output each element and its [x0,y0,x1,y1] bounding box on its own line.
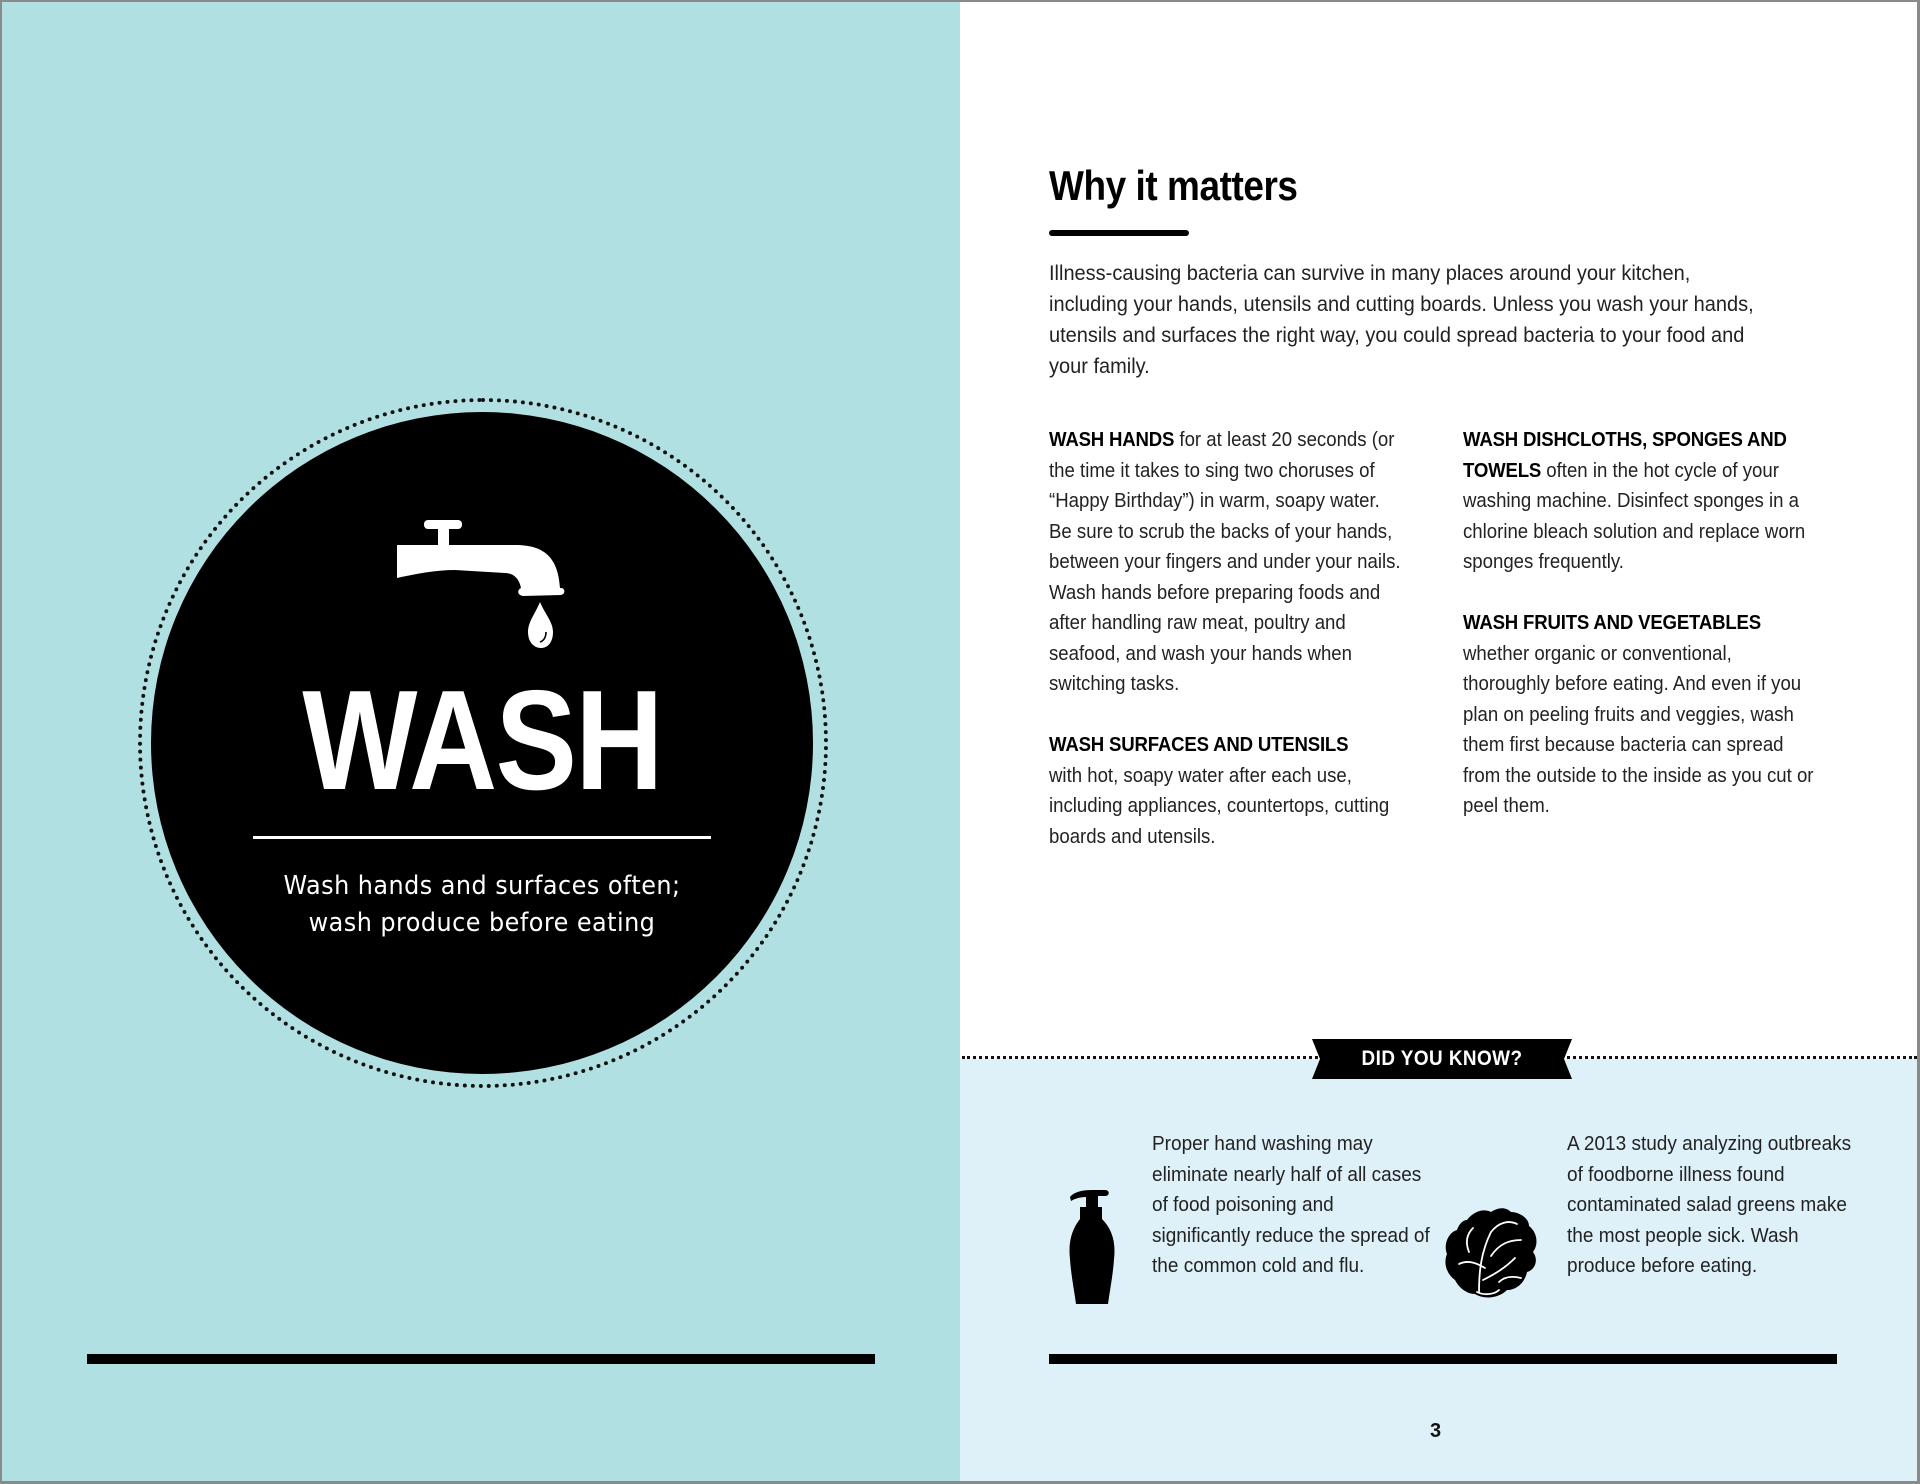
faucet-drop-icon [395,518,575,658]
tip-title: WASH SURFACES AND UTENSILS [1049,734,1349,756]
tip-body: often in the hot cycle of your washing machine. Disinfect sponges in a chlorine bleach solution and replace worn sponges frequently. [1463,459,1806,573]
tip-title: WASH FRUITS AND VEGETABLES [1463,612,1761,634]
tip-body: with hot, soapy water after each use, including appliances, countertops, cutting boards and utensils. [1049,764,1390,848]
left-page [2,2,960,1481]
booklet-spread [2,2,1917,1481]
badge-subtitle [177,868,786,942]
tips-column-right [1463,425,1816,852]
page-number: 3 [1430,1420,1442,1442]
section-heading: Why it matters [1049,162,1298,209]
badge-divider [253,836,711,839]
tip-title: WASH DISHCLOTHS, SPONGES AND TOWELS [1463,429,1787,482]
badge-subtitle-line-1: Wash hands and surfaces often; [283,871,681,901]
wash-badge [151,412,813,1074]
tips-column-left [1049,425,1402,883]
left-footer-rule [87,1354,875,1364]
right-page [960,2,1917,1481]
did-you-know-banner [1312,1039,1572,1079]
heading-underline [1049,230,1189,236]
lettuce-icon [1439,1202,1549,1302]
right-footer-rule [1049,1354,1837,1364]
fact-salad-greens: A 2013 study analyzing outbreaks of foodborne illness found contaminated salad greens make the most people sick. Wash produce before eating. [1567,1133,1852,1277]
tip-wash-produce [1463,608,1816,822]
tip-wash-surfaces [1049,730,1402,852]
intro-paragraph: Illness-causing bacteria can survive in many places around your kitchen, including your hands, utensils and cutting boards. Unless you wash your hands, utensils and surfaces the right way, you could spread bacteria to your food and your family. [1049,261,1754,378]
did-you-know-label: DID YOU KNOW? [1361,1047,1523,1070]
tip-wash-hands [1049,425,1402,700]
tip-title: WASH HANDS [1049,429,1175,451]
tip-body: for at least 20 seconds (or the time it takes to sing two choruses of “Happy Birthday”) in warm, soapy water. Be sure to scrub the backs of your hands, between your fingers and under your nails. Wash hands before preparing foods and after handling raw meat, poultry and seafood, and wash your hands when switching tasks. [1049,429,1401,695]
badge-title: WASH [302,661,662,820]
tip-wash-dishcloths [1463,425,1816,578]
badge-subtitle-line-2: wash produce before eating [308,908,656,938]
tip-body: whether organic or conventional, thoroughly before eating. And even if you plan on peeling fruits and veggies, wash them first because bacteria can spread from the outside to the inside as you cut or peel them. [1463,642,1814,817]
fact-hand-washing: Proper hand washing may eliminate nearly half of all cases of food poisoning and significantly reduce the spread of the common cold and flu. [1152,1133,1430,1277]
soap-pump-icon [1068,1187,1116,1305]
